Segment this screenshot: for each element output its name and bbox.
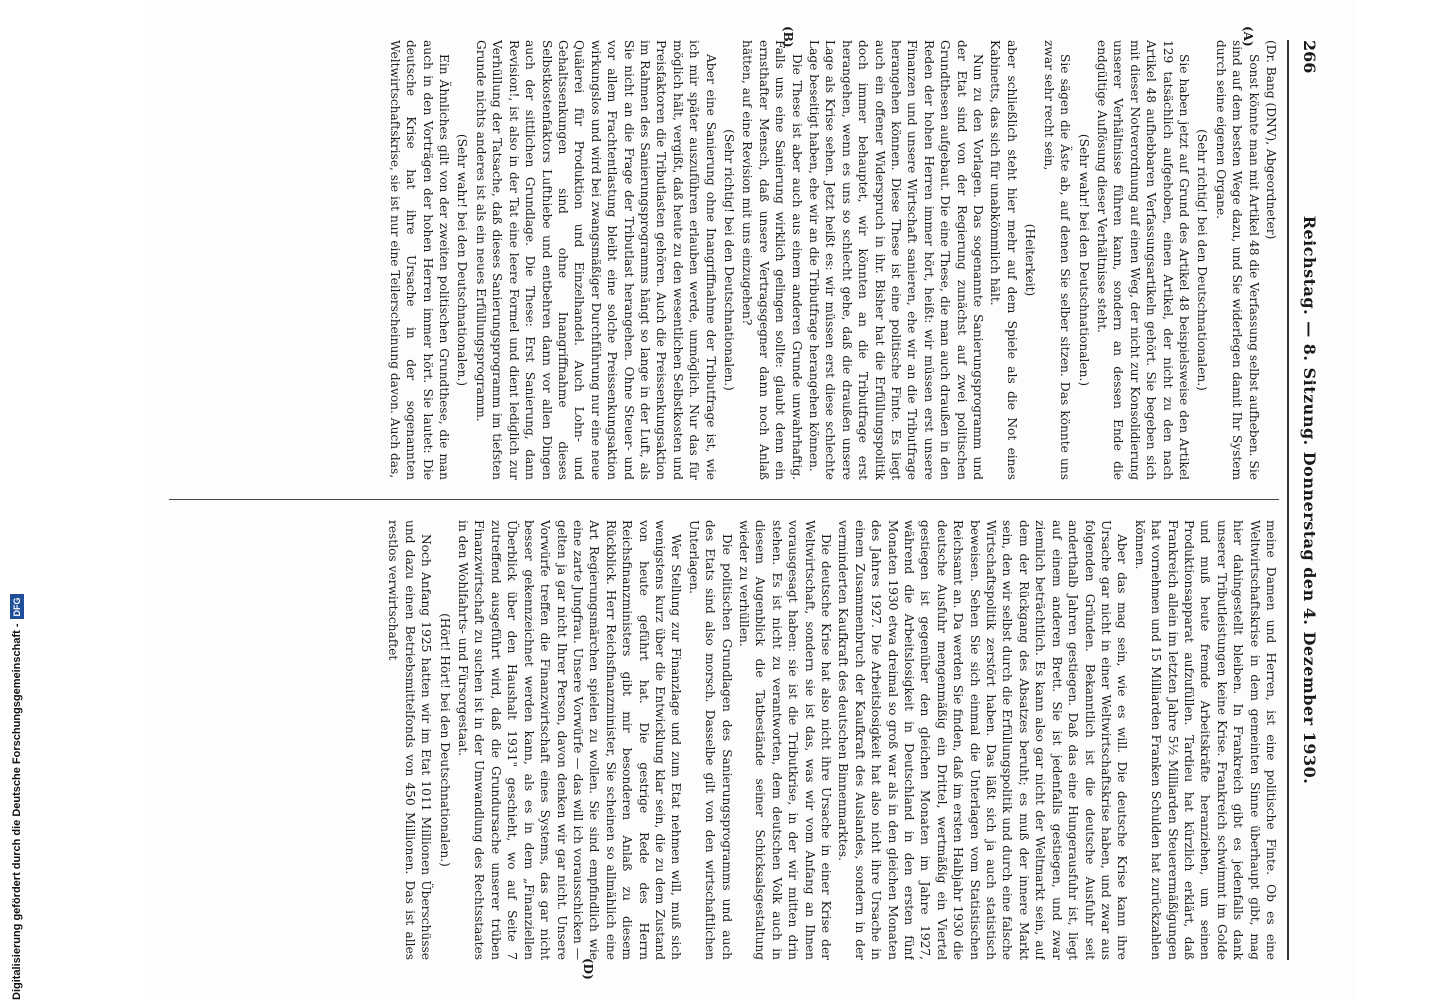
interjection: (Sehr richtig! bei den Deutschnationalen.) (1195, 129, 1210, 391)
paragraph: aber schließlich steht hier mehr auf dem Spiele als die Not eines Kabinetts, das sich für unabkömmlich hält. (988, 40, 1019, 480)
credit-text: Digitalisierung gefördert durch die Deutsche Forschungsgemeinschaft - (11, 623, 23, 1000)
paragraph: Die politischen Grundlagen des Sanierungsprogramms und auch des Etats sind also morsch. Dasselbe gilt von den wirtschaftlichen Unterlagen. (686, 520, 734, 960)
margin-mark-d: (D) (581, 958, 595, 980)
paragraph: Sie sägen die Äste ab, auf denen Sie selber sitzen. Das könnte uns zwar sehr recht sein, (1041, 40, 1073, 480)
digitization-credit (10, 0, 24, 1000)
header-rule (1287, 40, 1289, 960)
left-column (169, 40, 1279, 480)
paragraph: Die deutsche Krise hat also nicht ihre Ursache in einer Krise der Weltwirtschaft, sondern sie ist das, was wir vom Anfang an Ihnen vorausgesagt haben: sie ist die Tributkrise, in der wir mitten drin stehen. Es ist nicht zu verantworten, dem deutschen Volk auch in diesem Augenblick die Tatbestände seiner Schicksalsgestaltung wieder zu verhüllen. (737, 520, 834, 960)
paragraph: Aber das mag sein, wie es will. Die deutsche Krise kann ihre Ursache gar nicht in einer Weltwirtschaftskrise haben, und zwar aus folgenden Gründen. Bekanntlich ist die deutsche Ausfuhr seit anderthalb Jahren gestiegen. Daß das eine Hungerausfuhr ist, liegt auf einem anderen Brett. Sie ist jedenfalls gestiegen, und zwar ziemlich beträchtlich. Es kann also gar nicht der Weltmarkt sein, auf dem der Rückgang des Absatzes beruht; es muß der innere Markt sein, den wir selbst durch die Erfüllungspolitik und durch eine falsche Wirtschaftspolitik zerstört haben. Das läßt sich ja auch statistisch beweisen. Sehen Sie sich einmal die Unterlagen vom Statistischen Reichsamt an. Da werden Sie finden, daß im ersten Halbjahr 1930 die deutsche Ausfuhr mengenmäßig ein Drittel, wertmäßig ein Viertel gestiegen ist gegenüber den gleichen Monaten im Jahre 1927, während die Arbeitslosigkeit in Deutschland in den ersten fünf Monaten 1930 etwa dreimal so groß war als in den gleichen Monaten des Jahres 1927. Die Arbeitslosigkeit hat also nicht ihre Ursache in einem Zusammenbruch der Kaufkraft des Auslandes, sondern in der verminderten Kaufkraft des deutschen Binnenmarktes. (836, 520, 1130, 960)
right-column (169, 520, 1279, 960)
paragraph: Aber eine Sanierung ohne Inangriffnahme der Tributfrage ist, wie ich mir später auszuführen erlauben werde, unmöglich. Nur das für möglich hält, vergißt, daß heute zu den wesentlichen Selbstkosten und Preisfaktoren die Tributlasten gehören. Auch die Preissenkungsaktion im Rahmen des Sanierungsprogramms hängt so lange in der Luft, als Sie nicht an die Frage der Tributlast herangehen. Ohne Steuer- und vor allem Frachtentlastung bleibt eine solche Preissenkungsaktion wirkungslos und wird bei zwangsmäßiger Durchführung nur eine neue Quälerei für Produktion und Einzelhandel. Auch Lohn- und Gehaltssenkungen sind ohne Inangriffnahme dieses Selbstkostenfaktors Lufthiebe und entbehren dann vor allen Dingen auch der sittlichen Grundlage. Die These: Erst Sanierung, dann Revision!, ist also in der Tat eine leere Formel und dient lediglich zur Verhüllung der Tatsache, daß dieses Sanierungsprogramm im tiefsten Grunde nichts anderes ist als ein neues Erfüllungsprogramm. (473, 40, 718, 480)
speaker-line: (Dr. Bang (DNV), Abgeordneter) (1264, 40, 1278, 240)
column-divider (169, 499, 1279, 500)
paragraph: Ein Ähnliches gilt von der zweiten politischen Grundthese, die man auch in den Vorträgen der hohen Herren immer hört. Sie lautet: Die deutsche Krise hat ihre Ursache in der sogenannten Weltwirtschaftskrise, sie ist nur eine Teilerscheinung davon. Auch das, (387, 40, 452, 480)
paragraph: Sie haben jetzt auf Grund des Artikel 48 beispielsweise den Artikel 129 tatsächlich aufgehoben, einen Artikel, der nicht zu den nach Artikel 48 aufhebbaren Verfassungsartikeln gehört. Sie begeben sich mit dieser Notverordnung auf einen Weg, der nicht zur Konsolidierung unserer Verhältnisse führen kann, sondern an dessen Ende die endgültige Auflösung dieser Verhältnisse steht. (1094, 40, 1191, 480)
paragraph: Noch Anfang 1925 hatten wir im Etat 1011 Millionen Überschüsse und dazu einen Betriebsmittelfonds von 450 Millionen. Das ist alles restlos verwirtschaftet (386, 520, 434, 960)
paragraph: Die These ist aber auch aus einem anderen Grunde unwahrhaftig. Falls uns eine Sanierung wirklich gelingen sollte: glaubt denn ein ernsthafter Mensch, daß unsere Vertragsgegner dann noch Anlaß hätten, auf eine Revision mit uns einzugehen? (740, 40, 804, 480)
interjection: (Heiterkeit) (1023, 223, 1038, 297)
interjection: (Sehr richtig! bei den Deutschnationalen.) (722, 129, 736, 391)
page-title: Reichstag. — 8. Sitzung. Donnerstag den 4. Dezember 1930. (1300, 215, 1319, 785)
margin-mark-b: (B) (781, 26, 795, 48)
page-header (1293, 40, 1319, 960)
paragraph: Wer Stellung zur Finanzlage und zum Etat nehmen will, muß sich wenigstens kurz über die Entwicklung klar sein, die zu dem Zustand von heute geführt hat. Die gestrige Rede des Herrn Reichsfinanzministers gibt mir besonderen Anlaß zu diesem Rückblick. Herr Reichsfinanzminister, Sie scheinen so allmählich eine Art Regierungsmärchen spielen zu wollen. Sie sind empfindlich wie eine zarte Jungfrau. Unsere Vorwürfe — das will ich vorausschicken — gelten ja gar nicht Ihrer Person, davon denken wir gar nicht. Unsere Vorwürfe treffen die Finanzwirtschaft eines Systems, das gar nicht besser gekennzeichnet werden kann, als es in dem „Finanziellen Überblick über den Haushalt 1931" geschieht, wo auf Seite 7 zutreffend ausgeführt wird, daß die Grundursache unserer trüben Finanzwirtschaft zu suchen ist in der Umwandlung des Rechtsstaates in den Wohlfahrts- und Fürsorgestaat. (456, 520, 684, 960)
page-number: 266 (1300, 40, 1319, 74)
interjection: (Sehr wahr! bei den Deutschnationalen.) (1076, 133, 1091, 387)
document-page (145, 0, 1355, 1000)
interjection: (Hört! Hört! bei den Deutschnationalen.) (437, 613, 452, 867)
paragraph: Nun zu den Vorlagen. Das sogenannte Sanierungsprogramm und der Etat sind von der Regierung zunächst auf zwei politischen Grundthesen aufgebaut. Die eine These, die man auch draußen in den Reden der hohen Herren immer hört, heißt: wir müssen erst unsere Finanzen und unsere Wirtschaft sanieren, ehe wir an die Tributfrage herangehen können. Diese These ist eine politische Finte. Es liegt auch ein offener Widerspruch in ihr. Bisher hat die Erfüllungspolitik doch immer behauptet, wir könnten an die Tributfrage erst herangehen, wenn es uns so schlecht gehe, daß die draußen unsere Lage als Krise sehen. Jetzt heißt es: wir müssen erst diese schlechte Lage beseitigt haben, ehe wir an die Tributfrage herangehen können. (807, 40, 986, 480)
paragraph: Sonst könnte man mit Artikel 48 die Verfassung selbst aufheben. Sie sind auf dem besten Wege dazu, und Sie widerlegen damit Ihr System durch seine eigenen Organe. (1213, 40, 1261, 480)
margin-mark-a: (A) (1241, 26, 1255, 47)
dfg-logo: DFG (10, 594, 24, 619)
interjection: (Sehr wahr! bei den Deutschnationalen.) (455, 133, 470, 387)
paragraph: meine Damen und Herren, ist eine politische Finte. Ob es eine Weltwirtschaftskrise in dem gemeinten Sinne überhaupt gibt, mag hier dahingestellt bleiben. In Frankreich gibt es jedenfalls dank unserer Tributleistungen keine Krise. Frankreich schwimmt im Golde und muß heute fremde Arbeitskräfte heranziehen, um seinen Produktionsapparat aufzufüllen. Tardieu hat kürzlich erklärt, daß Frankreich allein im letzten Jahre 5½ Milliarden Steuerermäßigungen hat vornehmen und 15 Milliarden Franken Schulden hat zurückzahlen können. (1132, 520, 1278, 960)
